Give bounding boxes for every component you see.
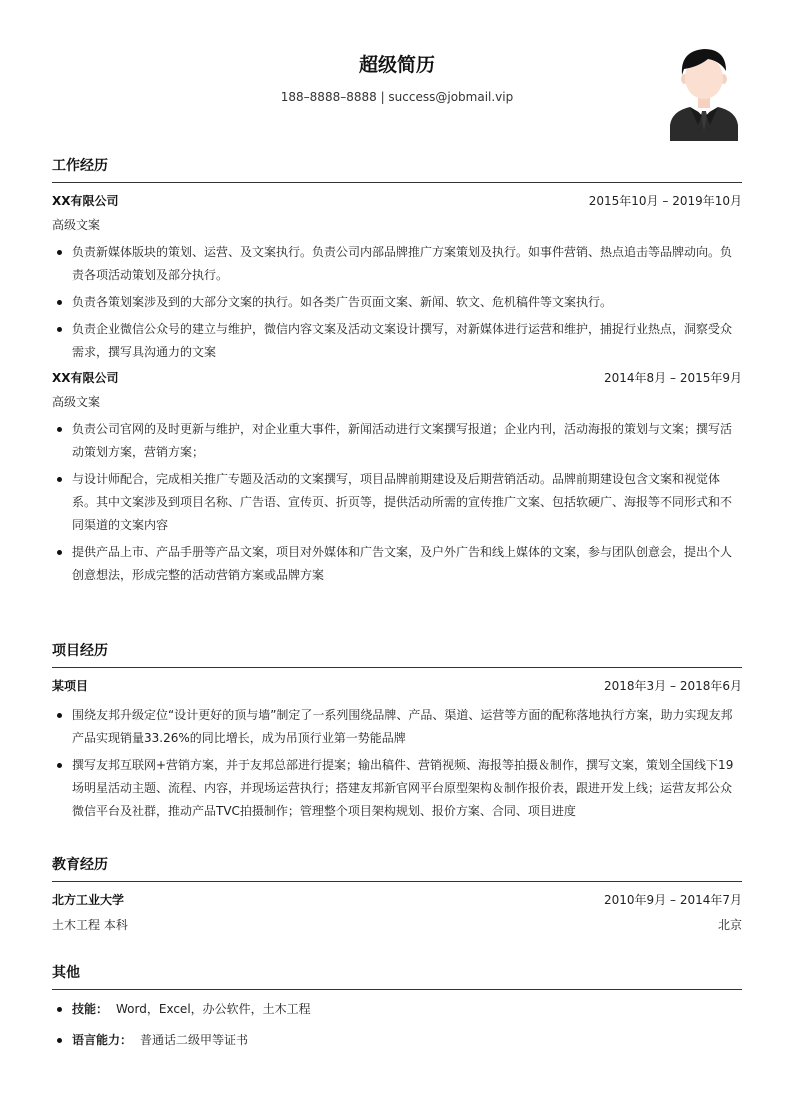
work-date: 2015年10月 – 2019年10月 [588,194,742,208]
language-value: 普通话二级甲等证书 [140,1033,249,1047]
skills-item [52,998,742,1021]
project-date: 2018年3月 – 2018年6月 [604,679,742,693]
job-title: 高级文案 [52,395,101,409]
list-item: 负责各策划案涉及到的大部分文案的执行。如各类广告页面文案、新闻、软文、危机稿件等文案执行。 [52,291,742,314]
list-item: 负责新媒体版块的策划、运营、及文案执行。负责公司内部品牌推广方案策划及执行。如事件营销、热点追击等品牌动向。负责各项活动策划及部分执行。 [52,241,742,287]
education-section [52,855,742,941]
work-date: 2014年8月 – 2015年9月 [604,371,742,385]
education-section-title: 教育经历 [52,855,742,882]
project-section [52,641,742,827]
list-item: 撰写友邦互联网+营销方案，并于友邦总部进行提案；输出稿件、营销视频、海报等拍摄＆制作，撰写文案，策划全国线下19场明星活动主题、流程、内容，并现场运营执行；搭建友邦新官网平台原型架构＆制作报价表，跟进开发上线；运营友邦公众微信平台及社群，推动产品TVC拍摄制作；管理整个项目架构规划、报价方案、合同、项目进度 [52,754,742,823]
education-date: 2010年9月 – 2014年7月 [604,893,742,907]
language-item [52,1029,742,1052]
avatar [668,45,740,141]
list-item: 提供产品上市、产品手册等产品文案，项目对外媒体和广告文案，及户外广告和线上媒体的文案，参与团队创意会，提出个人创意想法，形成完整的活动营销方案或品牌方案 [52,541,742,587]
list-item: 与设计师配合，完成相关推广专题及活动的文案撰写，项目品牌前期建设及后期营销活动。品牌前期建设包含文案和视觉体系。其中文案涉及到项目名称、广告语、宣传页、折页等，提供活动所需的宣传推广文案、包括软硬广、海报等不同形式和不同渠道的文案内容 [52,468,742,537]
company-name: XX有限公司 [52,371,119,385]
skills-label: 技能： [72,1002,109,1016]
other-section-title: 其他 [52,963,742,990]
work-section-title: 工作经历 [52,156,742,183]
school-location: 北京 [717,918,742,932]
list-item: 围绕友邦升级定位“设计更好的顶与墙”制定了一系列围绕品牌、产品、渠道、运营等方面的配称落地执行方案，助力实现友邦产品实现销量33.26%的同比增长，成为吊顶行业第一势能品牌 [52,704,742,750]
major-degree: 土木工程 本科 [52,918,128,932]
list-item: 负责公司官网的及时更新与维护，对企业重大事件，新闻活动进行文案撰写报道；企业内刊，活动海报的策划与文案；撰写活动策划方案，营销方案； [52,418,742,464]
work-entry [52,368,742,587]
job-title: 高级文案 [52,218,101,232]
contact-info: 188–8888–8888 | success@jobmail.vip [280,90,514,104]
list-item: 负责企业微信公众号的建立与维护，微信内容文案及活动文案设计撰写，对新媒体进行运营和维护，捕捉行业热点，洞察受众需求，撰写具沟通力的文案 [52,318,742,364]
other-section [52,963,742,1056]
work-section [52,156,742,591]
project-name: 某项目 [52,679,89,693]
school-name: 北方工业大学 [52,893,125,907]
company-name: XX有限公司 [52,194,119,208]
language-label: 语言能力： [72,1033,133,1047]
project-entry [52,676,742,823]
candidate-name: 超级简历 [358,54,435,76]
project-section-title: 项目经历 [52,641,742,668]
skills-value: Word，Excel，办公软件，土木工程 [116,1002,311,1016]
resume-header [0,0,794,150]
work-entry [52,191,742,364]
